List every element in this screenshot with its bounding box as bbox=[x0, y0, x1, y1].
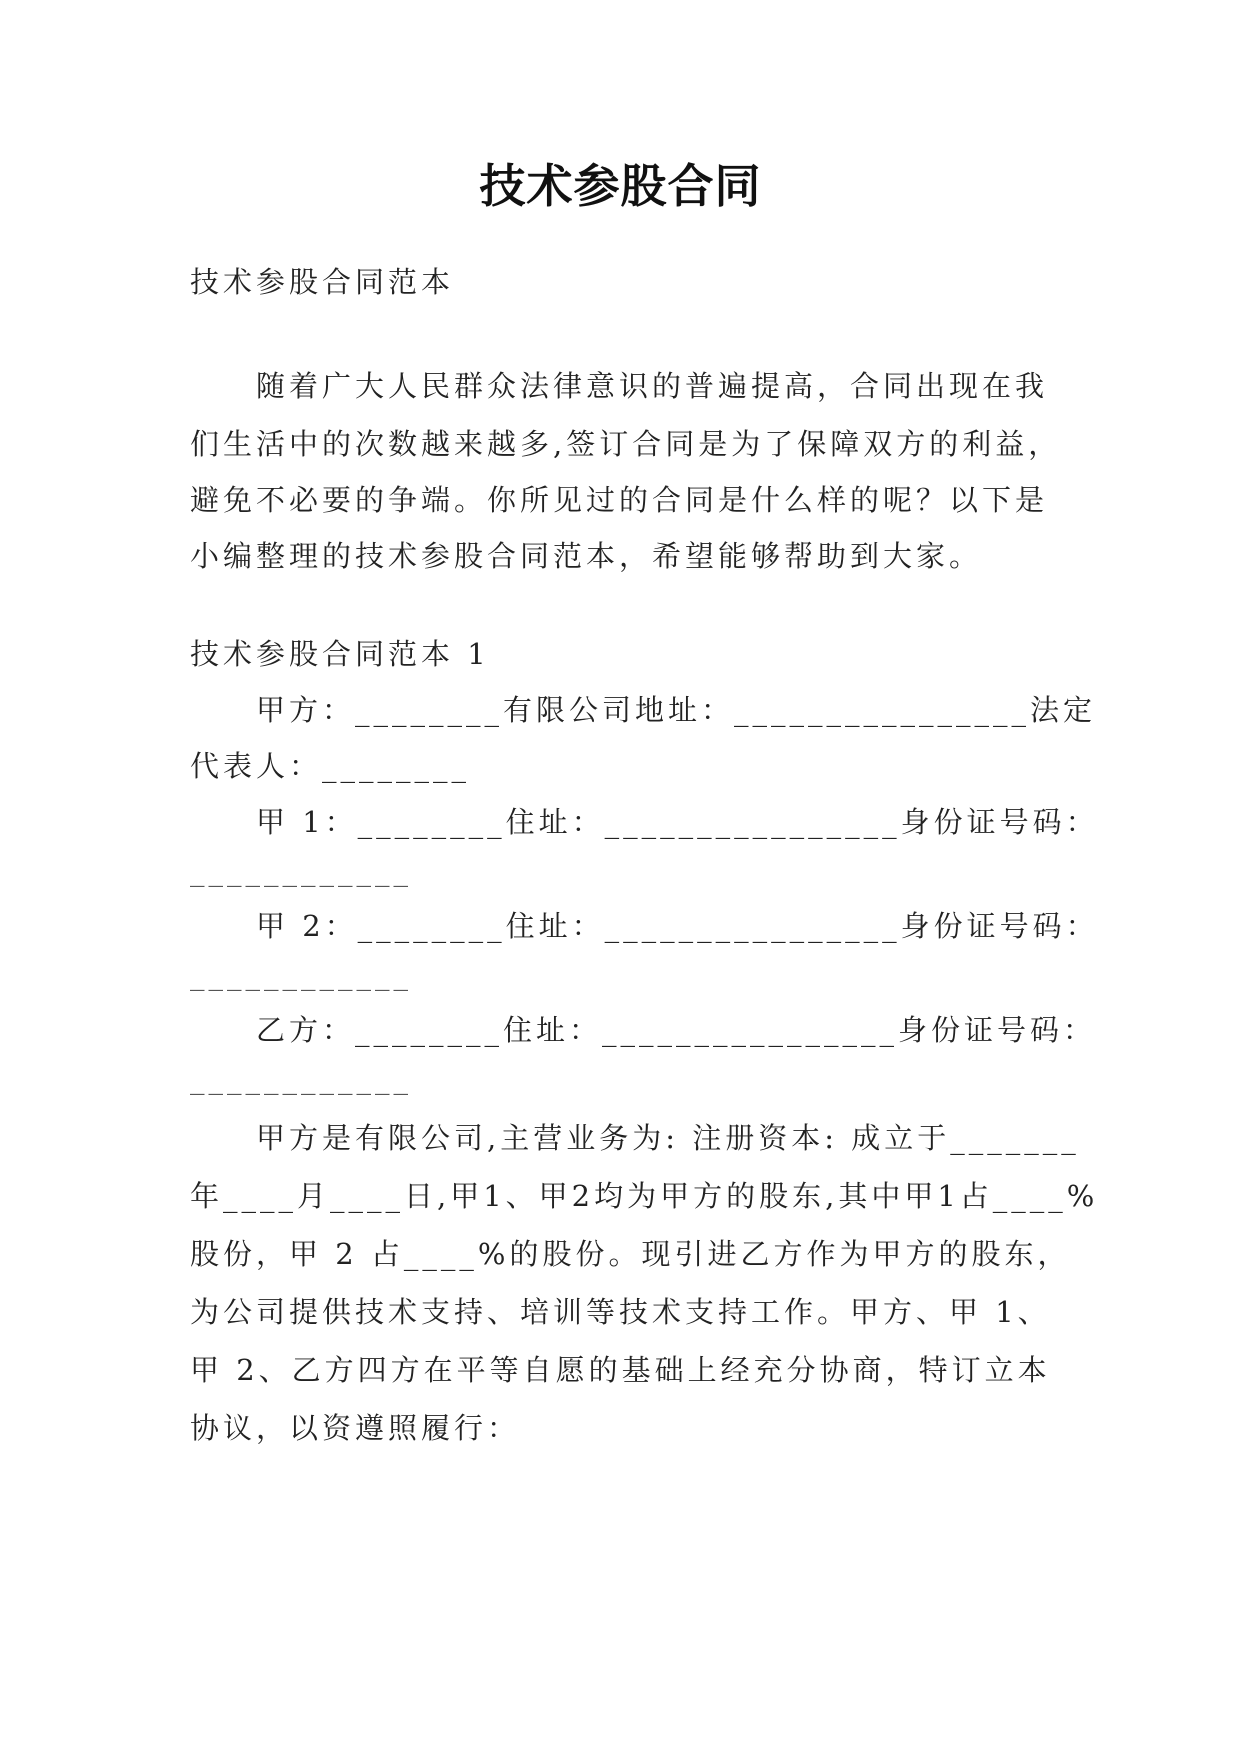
party-jia1-line-1: 甲 1：________住址：________________身份证号码： bbox=[256, 805, 1099, 839]
party-jia-line-1: 甲方：________有限公司地址：________________法定 bbox=[256, 693, 1097, 727]
body-line-3: 股份，甲 2 占____%的股份。现引进乙方作为甲方的股东， bbox=[190, 1237, 1071, 1271]
document-title: 技术参股合同 bbox=[479, 159, 762, 213]
body-line-1: 甲方是有限公司,主营业务为: 注册资本: 成立于_______ bbox=[256, 1121, 1080, 1155]
party-yi-line-1: 乙方：________住址：________________身份证号码： bbox=[256, 1013, 1097, 1047]
intro-line-3: 避免不必要的争端。你所见过的合同是什么样的呢？以下是 bbox=[190, 483, 1049, 517]
intro-line-4: 小编整理的技术参股合同范本，希望能够帮助到大家。 bbox=[190, 539, 983, 573]
party-yi-line-2: ____________ bbox=[190, 1061, 412, 1095]
party-jia2-line-1: 甲 2：________住址：________________身份证号码： bbox=[256, 909, 1099, 943]
body-line-5: 甲 2、乙方四方在平等自愿的基础上经充分协商，特订立本 bbox=[190, 1353, 1051, 1387]
intro-line-1: 随着广大人民群众法律意识的普遍提高，合同出现在我 bbox=[256, 369, 1049, 403]
intro-line-2: 们生活中的次数越来越多,签订合同是为了保障双方的利益， bbox=[190, 427, 1062, 461]
party-jia2-line-2: ____________ bbox=[190, 957, 412, 991]
party-jia1-line-2: ____________ bbox=[190, 853, 412, 887]
document-subtitle: 技术参股合同范本 bbox=[190, 265, 455, 299]
body-line-6: 协议，以资遵照履行： bbox=[190, 1411, 521, 1445]
party-jia-line-2: 代表人：________ bbox=[190, 749, 471, 783]
body-line-4: 为公司提供技术支持、培训等技术支持工作。甲方、甲 1、 bbox=[190, 1295, 1051, 1329]
body-line-2: 年____月____日,甲1、甲2均为甲方的股东,其中甲1占____% bbox=[190, 1179, 1099, 1213]
section-heading: 技术参股合同范本 1 bbox=[190, 637, 490, 671]
